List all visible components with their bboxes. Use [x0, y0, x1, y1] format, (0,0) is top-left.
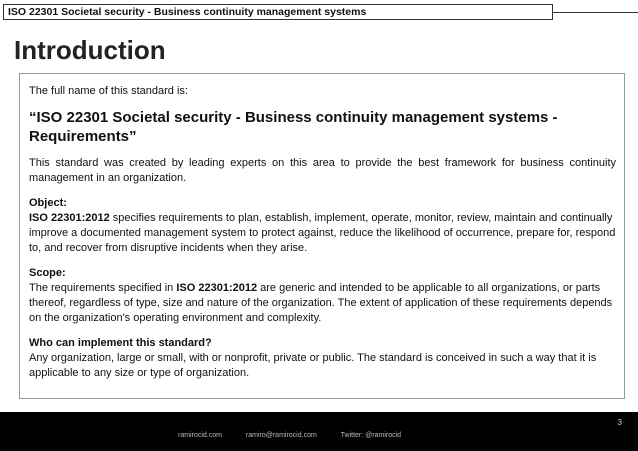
- standard-full-name: “ISO 22301 Societal security - Business continuity management systems - Requirements”: [29, 109, 558, 145]
- footer-twitter-link[interactable]: Twitter: @ramirocid: [340, 432, 402, 439]
- object-description: specifies requirements to plan, establish, implement, operate, monitor, review, maintain and continually improve a documented management system to protect against, reduce the likelihood of occurrence, prepare for, respond to, and recover from disruptive incidents when they arise.: [29, 212, 616, 254]
- scope-text-before: The requirements specified in: [29, 282, 177, 294]
- page-title: Introduction: [14, 35, 166, 65]
- object-standard-code: ISO 22301:2012: [29, 212, 110, 224]
- scope-standard-code: ISO 22301:2012: [176, 282, 258, 294]
- scope-section: [29, 266, 616, 326]
- object-section: [29, 196, 616, 256]
- scope-text: [29, 282, 612, 324]
- footer-website-link[interactable]: ramirocid.com: [178, 432, 222, 439]
- who-section: [29, 336, 616, 381]
- header-bar: [3, 4, 553, 20]
- object-text: [29, 212, 615, 254]
- scope-text-after: are generic and intended to be applicable to all organizations, or parts thereof, regardless of type, size and nature of the organization. The extent of application of these requirements depends on the organization's operating environment and complexity.: [29, 282, 613, 324]
- intro-line: The full name of this standard is:: [29, 85, 188, 97]
- header-divider: [553, 12, 638, 13]
- footer-email-link[interactable]: ramiro@ramirocid.com: [245, 432, 317, 439]
- who-heading: Who can implement this standard?: [29, 337, 212, 349]
- scope-heading: Scope:: [29, 267, 66, 279]
- footer-links: [178, 431, 423, 440]
- who-text: Any organization, large or small, with or nonprofit, private or public. The standard is conceived in such a way that it is applicable to any size or type of organization.: [29, 352, 597, 379]
- header-title: ISO 22301 Societal security - Business continuity management systems: [8, 6, 367, 18]
- object-heading: Object:: [29, 197, 67, 209]
- content-body: [29, 84, 616, 381]
- created-paragraph: This standard was created by leading experts on this area to provide the best framework for business continuity management in an organization.: [29, 157, 616, 184]
- page-number: 3: [617, 418, 622, 427]
- footer-bar: [0, 412, 638, 451]
- content-box: [19, 73, 625, 399]
